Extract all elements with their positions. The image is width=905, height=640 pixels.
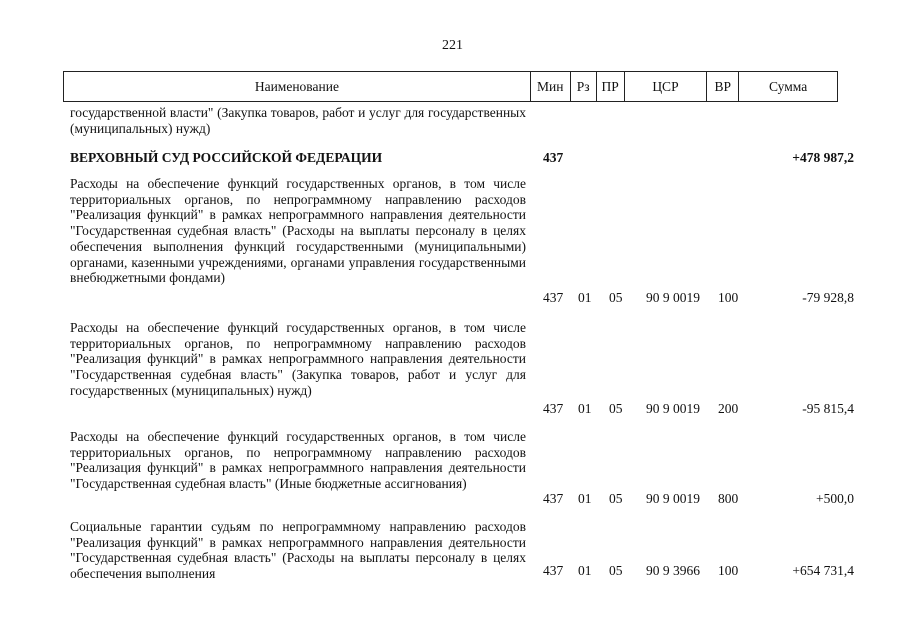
row-sum: -79 928,8 bbox=[802, 290, 854, 305]
row-vr: 800 bbox=[718, 491, 739, 506]
row-vr: 100 bbox=[718, 563, 739, 578]
header-pr: ПР bbox=[596, 72, 624, 101]
header-vr: ВР bbox=[706, 72, 738, 101]
section-min: 437 bbox=[543, 150, 564, 165]
header-name: Наименование bbox=[254, 78, 339, 94]
header-rz: Рз bbox=[570, 72, 596, 101]
row-sum: +654 731,4 bbox=[792, 563, 854, 578]
row-vr: 100 bbox=[718, 290, 739, 305]
page-number: 221 bbox=[442, 38, 463, 53]
row-csr: 90 9 0019 bbox=[646, 491, 700, 506]
row-min: 437 bbox=[543, 401, 564, 416]
continuation-text: государственной власти" (Закупка товаров, работ и услуг для государственных (муниципальных) нужд) bbox=[70, 105, 526, 136]
row-csr: 90 9 0019 bbox=[646, 290, 700, 305]
row-name: Социальные гарантии судьям по непрограммному направлению расходов "Реализация функций" в рамках непрограммного направления деятельности "Государственная судебная власть" (Расходы на выплаты персоналу в целях обеспечения выполнения bbox=[70, 519, 526, 582]
row-rz: 01 bbox=[578, 491, 592, 506]
row-rz: 01 bbox=[578, 563, 592, 578]
section-title: ВЕРХОВНЫЙ СУД РОССИЙСКОЙ ФЕДЕРАЦИИ bbox=[70, 150, 383, 165]
row-sum: +500,0 bbox=[816, 491, 854, 506]
row-name: Расходы на обеспечение функций государственных органов, в том числе территориальных органов, по непрограммному направлению расходов "Реализация функций" в рамках непрограммного направления деятельности "Государственная судебная власть" (Иные бюджетные ассигнования) bbox=[70, 429, 526, 492]
row-rz: 01 bbox=[578, 290, 592, 305]
row-pr: 05 bbox=[609, 290, 623, 305]
row-name: Расходы на обеспечение функций государственных органов, в том числе территориальных органов, по непрограммному направлению расходов "Реализация функций" в рамках непрограммного направления деятельности "Государственная судебная власть" (Закупка товаров, работ и услуг для государственных (муниципальных) нужд) bbox=[70, 320, 526, 398]
row-min: 437 bbox=[543, 563, 564, 578]
row-rz: 01 bbox=[578, 401, 592, 416]
row-vr: 200 bbox=[718, 401, 739, 416]
row-sum: -95 815,4 bbox=[802, 401, 854, 416]
row-csr: 90 9 3966 bbox=[646, 563, 700, 578]
row-pr: 05 bbox=[609, 563, 623, 578]
header-min: Мин bbox=[530, 72, 570, 101]
row-min: 437 bbox=[543, 290, 564, 305]
header-csr: ЦСР bbox=[624, 72, 707, 101]
row-name: Расходы на обеспечение функций государственных органов, в том числе территориальных органов, по непрограммному направлению расходов "Реализация функций" в рамках непрограммного направления деятельности "Государственная судебная власть" (Расходы на выплаты персоналу в целях обеспечения выполнения функций государственными (муниципальными) органами, казенными учреждениями, органами управления государственными внебюджетными фондами) bbox=[70, 176, 526, 286]
header-sum: Сумма bbox=[738, 72, 837, 101]
row-pr: 05 bbox=[609, 401, 623, 416]
table-header bbox=[63, 71, 838, 102]
row-csr: 90 9 0019 bbox=[646, 401, 700, 416]
section-sum: +478 987,2 bbox=[792, 150, 854, 165]
row-min: 437 bbox=[543, 491, 564, 506]
row-pr: 05 bbox=[609, 491, 623, 506]
